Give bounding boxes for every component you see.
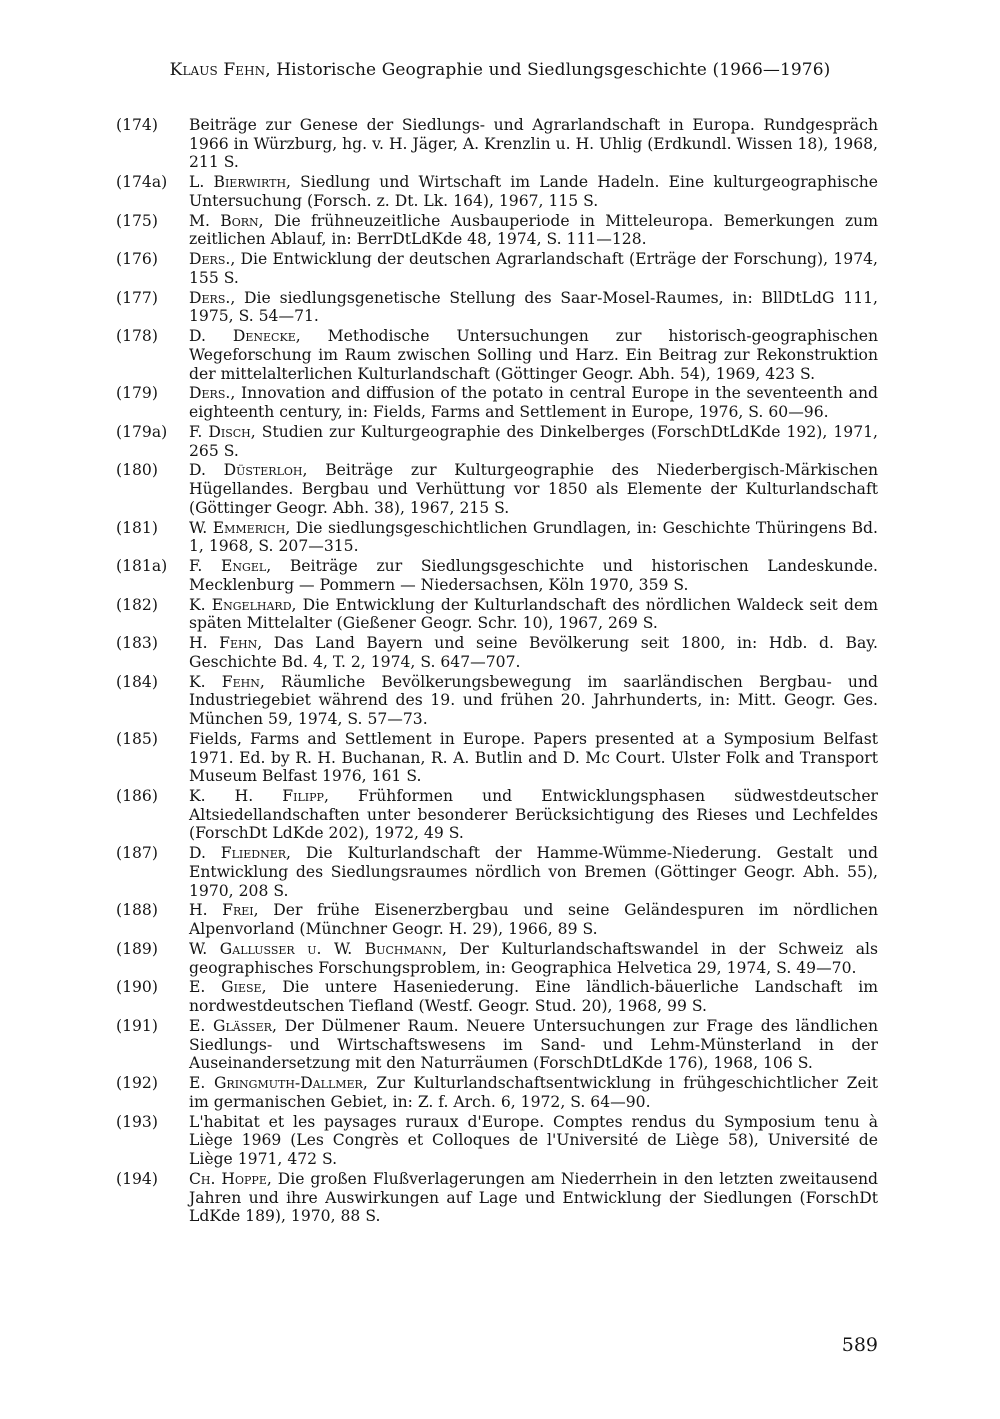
entry-text — [189, 557, 878, 594]
bibliography-entry — [116, 901, 878, 938]
entry-number: (187) — [116, 844, 158, 863]
entry-body: , Die Entwicklung der Kulturlandschaft des nördlichen Waldeck seit dem späten Mittelalter (Gießener Geogr. Schr. 10), 1967, 269 S. — [189, 595, 878, 633]
entry-author: D. Düsterloh — [189, 461, 303, 480]
entry-author: Ders. — [189, 384, 231, 403]
entry-body: , Die siedlungsgenetische Stellung des Saar-Mosel-Raumes, in: BllDtLdG 111, 1975, S. 54—71. — [189, 288, 878, 326]
running-head — [0, 60, 1000, 80]
entry-text — [189, 787, 878, 843]
entry-text — [189, 250, 878, 287]
entry-body: , Innovation and diffusion of the potato in central Europe in the seventeenth and eighteenth century, in: Fields, Farms and Settlement in Europe, 1976, S. 60—96. — [189, 384, 878, 422]
entry-text — [189, 423, 878, 460]
entry-number: (189) — [116, 939, 158, 958]
entry-body: , Die großen Flußverlagerungen am Niederrhein in den letzten zweitausend Jahren und ihre Auswirkungen auf Lage und Entwicklung der Siedlungen (ForschDt LdKde 189), 1970, 88 S. — [189, 1169, 879, 1226]
entry-author: H. Fehn — [189, 634, 258, 653]
entry-body: , Der frühe Eisenerzbergbau und seine Geländespuren im nördlichen Alpenvorland (Münchner Geogr. H. 29), 1966, 89 S. — [189, 901, 878, 939]
entry-body: , Räumliche Bevölkerungsbewegung im saarländischen Bergbau- und Industriegebiet während des 19. und frühen 20. Jahrhunderts, in: Mitt. Geogr. Ges. München 59, 1974, S. 57—73. — [189, 672, 878, 729]
bibliography-entry — [116, 978, 878, 1015]
bibliography-entry — [116, 1074, 878, 1111]
entry-text — [189, 519, 878, 556]
entry-text — [189, 173, 878, 210]
entry-author: E. Glässer — [189, 1016, 272, 1035]
entry-number: (193) — [116, 1112, 158, 1131]
entry-text — [189, 1074, 878, 1111]
entry-body: , Zur Kulturlandschaftsentwicklung in frühgeschichtlicher Zeit im germanischen Gebiet, in: Z. f. Arch. 6, 1972, S. 64—90. — [189, 1074, 878, 1111]
bibliography-entry — [116, 461, 878, 517]
entry-author: K. Fehn — [189, 672, 260, 691]
entry-number: (181) — [116, 518, 158, 537]
entry-author: K. Engelhard — [189, 595, 292, 614]
bibliography-entry — [116, 212, 878, 249]
entry-number: (186) — [116, 787, 158, 806]
entry-number: (192) — [116, 1074, 158, 1093]
entry-body: , Die untere Haseniederung. Eine ländlich-bäuerliche Landschaft im nordwestdeutschen Tiefland (Westf. Geogr. Stud. 20), 1968, 99 S. — [189, 978, 878, 1016]
header-title: , Historische Geographie und Siedlungsgeschichte (1966—1976) — [265, 60, 831, 80]
entry-body: , Die frühneuzeitliche Ausbauperiode in Mitteleuropa. Bemerkungen zum zeitlichen Ablauf, in: BerrDtLdKde 48, 1974, S. 111—128. — [189, 211, 878, 249]
entry-number: (183) — [116, 634, 158, 653]
entry-body: L'habitat et les paysages ruraux d'Europe. Comptes rendus du Symposium tenu à Liège 1969 (Les Congrès et Colloques de l'Université de Liège 58), Université de Liège 1971, 472 S. — [189, 1112, 878, 1169]
bibliography-entry — [116, 596, 878, 633]
bibliography-entry — [116, 673, 878, 729]
entry-author: K. H. Filipp — [189, 787, 324, 806]
entry-number: (185) — [116, 729, 158, 748]
entry-text — [189, 940, 878, 977]
bibliography-entry — [116, 384, 878, 421]
entry-author: L. Bierwirth — [189, 173, 287, 192]
entry-body: , Die siedlungsgeschichtlichen Grundlagen, in: Geschichte Thüringens Bd. 1, 1968, S. 207—315. — [189, 518, 878, 556]
entry-author: M. Born — [189, 211, 259, 230]
entry-author: Ders. — [189, 288, 231, 307]
bibliography-entry — [116, 1017, 878, 1073]
page-number: 589 — [841, 1334, 878, 1356]
entry-author: D. Denecke — [189, 327, 296, 346]
bibliography-entry — [116, 250, 878, 287]
entry-author: E. Gringmuth-Dallmer — [189, 1074, 363, 1093]
entry-number: (177) — [116, 288, 158, 307]
entry-author: D. Fliedner — [189, 844, 287, 863]
entry-number: (175) — [116, 211, 158, 230]
entry-author: Ch. Hoppe — [189, 1169, 267, 1188]
entry-number: (179a) — [116, 422, 168, 441]
entry-body: Fields, Farms and Settlement in Europe. Papers presented at a Symposium Belfast 1971. Ed. by R. H. Buchanan, R. A. Butlin and D. Mc Court. Ulster Folk and Transport Museum Belfast 1976, 161 S. — [189, 729, 878, 786]
entry-text — [189, 289, 878, 326]
entry-text — [189, 596, 878, 633]
bibliography-entry — [116, 519, 878, 556]
bibliography-entry — [116, 730, 878, 786]
entry-number: (174) — [116, 116, 158, 134]
entry-number: (190) — [116, 978, 158, 997]
entry-text — [189, 327, 878, 383]
entry-number: (178) — [116, 327, 158, 346]
entry-author: Ders. — [189, 250, 231, 269]
bibliography-entry — [116, 787, 878, 843]
entry-body: , Methodische Untersuchungen zur historisch-geographischen Wegeforschung im Raum zwischen Solling und Harz. Ein Beitrag zur Rekonstruktion der mittelalterlichen Kulturlandschaft (Göttinger Geogr. Abh. 54), 1969, 423 S. — [189, 327, 879, 383]
entry-number: (188) — [116, 901, 158, 920]
bibliography-entry — [116, 423, 878, 460]
entry-number: (194) — [116, 1169, 158, 1188]
entry-text — [189, 901, 878, 938]
entry-author: F. Engel — [189, 557, 267, 576]
entry-text — [189, 673, 878, 729]
entry-body: , Siedlung und Wirtschaft im Lande Hadeln. Eine kulturgeographische Untersuchung (Forsch. z. Dt. Lk. 164), 1967, 115 S. — [189, 173, 878, 210]
entry-body: , Beiträge zur Siedlungsgeschichte und historischen Landeskunde. Mecklenburg — Pommern — Niedersachsen, Köln 1970, 359 S. — [189, 557, 879, 594]
bibliography-entry — [116, 116, 878, 172]
entry-number: (182) — [116, 595, 158, 614]
entry-body: , Das Land Bayern und seine Bevölkerung seit 1800, in: Hdb. d. Bay. Geschichte Bd. 4, T. 2, 1974, S. 647—707. — [189, 634, 878, 671]
bibliography-entry — [116, 634, 878, 671]
entry-text — [189, 116, 878, 172]
entry-text — [189, 212, 878, 249]
bibliography-entry — [116, 327, 878, 383]
header-author: Klaus Fehn — [169, 60, 266, 80]
bibliography-entry — [116, 844, 878, 900]
entry-number: (191) — [116, 1016, 158, 1035]
entry-text — [189, 730, 878, 786]
entry-text — [189, 461, 878, 517]
entry-text — [189, 634, 878, 671]
entry-text — [189, 384, 878, 421]
entry-text — [189, 844, 878, 900]
entry-body: , Studien zur Kulturgeographie des Dinkelberges (ForschDtLdKde 192), 1971, 265 S. — [189, 422, 878, 460]
entry-body: , Beiträge zur Kulturgeographie des Niederbergisch-Märkischen Hügellandes. Bergbau und Verhüttung vor 1850 als Elemente der Kulturlandschaft (Göttinger Geogr. Abh. 38), 1967, 215 S. — [189, 461, 879, 517]
entry-author: W. Gallusser u. W. Buchmann — [189, 939, 442, 958]
entry-text — [189, 978, 878, 1015]
entry-number: (179) — [116, 384, 158, 403]
bibliography-entry — [116, 557, 878, 594]
bibliography-entry — [116, 173, 878, 210]
entry-text — [189, 1017, 878, 1073]
entry-number: (181a) — [116, 557, 168, 576]
entry-body: , Die Entwicklung der deutschen Agrarlandschaft (Erträge der Forschung), 1974, 155 S. — [189, 250, 878, 287]
entry-body: , Frühformen und Entwicklungsphasen südwestdeutscher Altsiedellandschaften unter besonderer Berücksichtigung des Rieses und Lechfeldes (ForschDt LdKde 202), 1972, 49 S. — [189, 787, 878, 843]
entry-text — [189, 1170, 878, 1226]
entry-author: E. Giese — [189, 978, 262, 997]
entry-author: W. Emmerich — [189, 518, 286, 537]
entry-number: (180) — [116, 461, 158, 480]
bibliography-entry — [116, 1170, 878, 1226]
entry-body: , Die Kulturlandschaft der Hamme-Wümme-Niederung. Gestalt und Entwicklung des Siedlungsraumes nördlich von Bremen (Göttinger Geogr. Abh. 55), 1970, 208 S. — [189, 844, 878, 900]
bibliography-entry — [116, 289, 878, 326]
entry-body: Beiträge zur Genese der Siedlungs- und Agrarlandschaft in Europa. Rundgespräch 1966 in Würzburg, hg. v. H. Jäger, A. Krenzlin u. H. Uhlig (Erdkundl. Wissen 18), 1968, 211 S. — [189, 116, 878, 172]
bibliography-entry — [116, 940, 878, 977]
entry-number: (184) — [116, 672, 158, 691]
entry-author: H. Frei — [189, 901, 254, 920]
entry-body: , Der Dülmener Raum. Neuere Untersuchungen zur Frage des ländlichen Siedlungs- und Wirtschaftswesens im Sand- und Lehm-Münsterland in der Auseinandersetzung mit den Naturräumen (ForschDtLdKde 176), 1968, 106 S. — [189, 1016, 878, 1073]
bibliography-list — [116, 116, 878, 1227]
entry-text — [189, 1113, 878, 1169]
entry-number: (176) — [116, 250, 158, 269]
entry-author: F. Disch — [189, 422, 251, 441]
entry-number: (174a) — [116, 173, 168, 192]
bibliography-entry — [116, 1113, 878, 1169]
entry-body: , Der Kulturlandschaftswandel in der Schweiz als geographisches Forschungsproblem, in: Geographica Helvetica 29, 1974, S. 49—70. — [189, 939, 879, 977]
